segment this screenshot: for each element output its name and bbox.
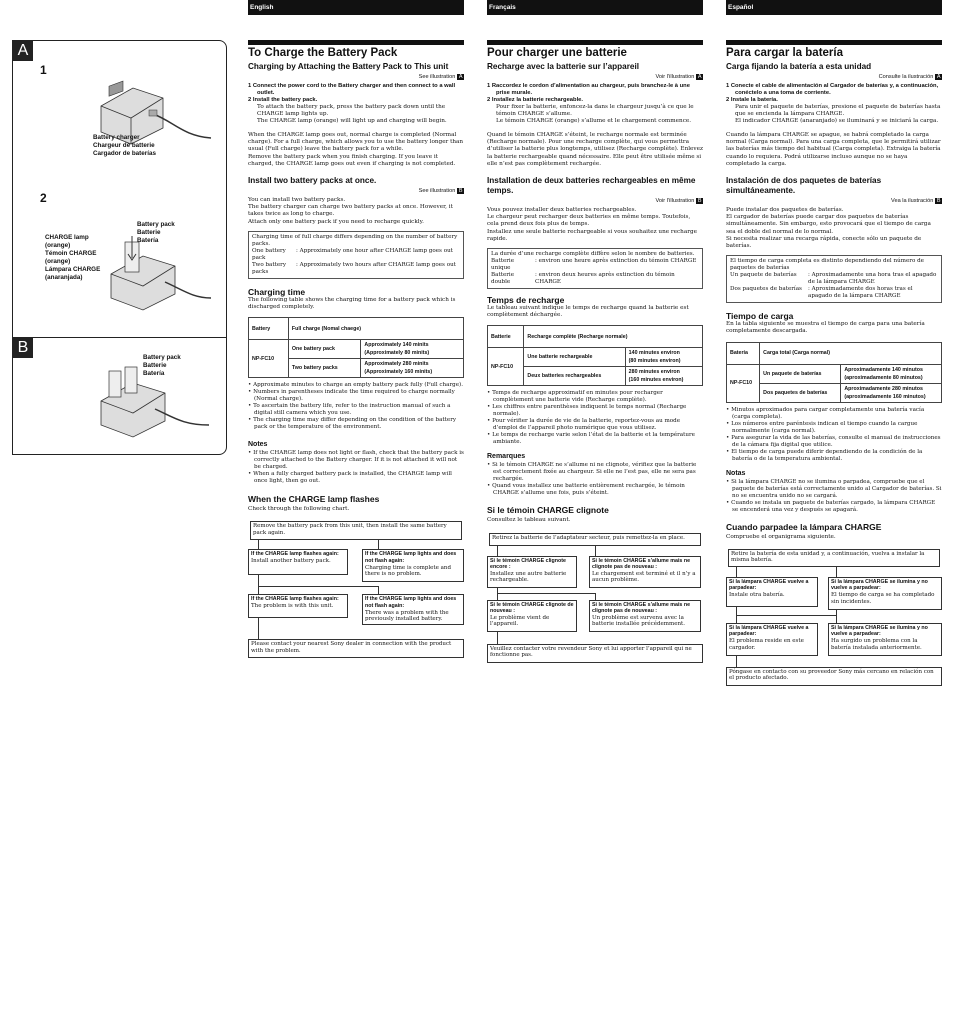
troubleshooting-flowchart bbox=[726, 549, 942, 687]
flowchart-box: Si la lámpara CHARGE vuelve a parpadear: El problema reside en este cargador. bbox=[726, 623, 818, 656]
subheading-charging-time: Charging time bbox=[248, 286, 306, 297]
flowchart-box: Si la lámpara CHARGE se ilumina y no vuelve a parpadear: Ha surgido un problema con la batería instalada anteriormente. bbox=[828, 623, 942, 656]
paragraph: Si necesita realizar una recarga rápida, conecte sólo un paquete de baterías. bbox=[726, 235, 922, 250]
flowchart-box: If the CHARGE lamp lights and does not flash again: Charging time is complete and there is no problem. bbox=[362, 549, 464, 582]
see-illustration-a: Consulte la ilustración A bbox=[878, 74, 941, 80]
paragraph: Le chargeur peut recharger deux batteries en même temps. Toutefois, cela prend deux fois plus de temps. bbox=[487, 214, 691, 228]
paragraph: The following table shows the charging time for a battery pack which is discharged completely. bbox=[248, 296, 456, 311]
step-2-text: To attach the battery pack, press the battery pack down until the CHARGE lamp lights up. bbox=[257, 104, 446, 117]
flowchart-end: Póngase en contacto con su proveedor Sony más cercano en relación con el producto afectado. bbox=[726, 667, 942, 686]
note-box: La durée d’une recharge complète diffère selon le nombre de batteries. Batterie unique : environ une heure après extinction du témoin CHARGE Batterie double : environ deux heures après extinction du témoin CHARGE bbox=[487, 248, 703, 289]
step-1: 1 Connect the power cord to the Battery charger and then connect to a wall outlet. bbox=[248, 83, 456, 96]
see-illustration-a: Voir l’illustration A bbox=[655, 74, 702, 80]
see-illustration-b: Voir l’illustration B bbox=[655, 198, 702, 205]
notes-list: • If the CHARGE lamp does not light or flash, check that the battery pack is correctly attached to the Battery charger. If it is not attached it will not be charged. • When a fully charged battery pack is installed, the CHARGE lamp will once light, then go out. bbox=[248, 450, 464, 485]
subheading-two-packs: Installation de deux batteries rechargeables en même temps. bbox=[487, 176, 696, 196]
flowchart-box: If the CHARGE lamp lights and does not flash again: There was a problem with the previously installed battery. bbox=[362, 594, 464, 625]
paragraph: En la tabla siguiente se muestra el tiempo de carga para una batería completamente descargada. bbox=[726, 321, 925, 335]
step-1: 1 Conecte el cable de alimentación al Cargador de baterías y, a continuación, conéctelo a una toma de corriente. bbox=[726, 83, 939, 96]
paragraph: The battery charger can charge two battery packs at once. However, it takes twice as long to charge. bbox=[248, 204, 453, 218]
page-title: Para cargar la batería bbox=[726, 47, 843, 59]
paragraph: Compruebe el organigrama siguiente. bbox=[726, 533, 836, 540]
language-bar: Français bbox=[487, 0, 703, 15]
notes-list: • Si le témoin CHARGE ne s’allume ni ne clignote, vérifiez que la batterie est correctement fixée au chargeur. Si elle ne l’est pas, elle ne sera pas rechargée. • Quand vous installez une batterie entièrement rechargée, le témoin CHARGE s’allume une fois, puis s’éteint. bbox=[487, 462, 703, 497]
charging-time-table: Batterie Recharge complète (Recharge normale) NP-FC10 Une batterie rechargeable 140 minutes environ (80 minutes environ) Deux batteries rechargeables 280 minutes environ (160 minutes environ) bbox=[487, 325, 703, 386]
flowchart-start: Remove the battery pack from this unit, then install the same battery pack again. bbox=[250, 521, 462, 540]
paragraph: Installez une seule batterie rechargeable si vous souhaitez une recharge rapide. bbox=[487, 228, 697, 242]
flowchart-box: If the CHARGE lamp flashes again: Install another battery pack. bbox=[248, 549, 348, 575]
step-2-text: Para unir el paquete de baterías, presione el paquete de baterías hasta que se encienda la lámpara CHARGE. bbox=[735, 104, 941, 117]
flowchart-box: Si le témoin CHARGE clignote encore : Installez une autre batterie rechargeable. bbox=[487, 556, 577, 588]
step-1: 1 Raccordez le cordon d’alimentation au chargeur, puis branchez-le à une prise murale. bbox=[487, 83, 690, 96]
flowchart-start: Retirez la batterie de l’adaptateur secteur, puis remettez-la en place. bbox=[489, 533, 701, 546]
subheading-lamp-flashes: Cuando parpadee la lámpara CHARGE bbox=[726, 521, 882, 532]
troubleshooting-flowchart bbox=[487, 533, 703, 671]
subheading-attach: Recharge avec la batterie sur l’appareil bbox=[487, 62, 639, 71]
flowchart-box: Si le témoin CHARGE s’allume mais ne clignote pas de nouveau : Le chargement est terminé et il n’y a aucun problème. bbox=[589, 556, 701, 588]
subheading-two-packs: Instalación de dos paquetes de baterías simultáneamente. bbox=[726, 176, 882, 196]
figure-step-1: 1 bbox=[40, 63, 47, 77]
step-2: 2 Instale la batería. bbox=[726, 97, 778, 103]
paragraph: Puede instalar dos paquetes de baterías. bbox=[726, 207, 844, 214]
battery-pack-label: Battery pack Batterie Batería bbox=[137, 221, 175, 244]
paragraph: Le tableau suivant indique le temps de recharge quand la batterie est complètement déchargée. bbox=[487, 305, 689, 319]
flowchart-end: Please contact your nearest Sony dealer in connection with the product with the problem. bbox=[248, 639, 464, 658]
flowchart-box: Si le témoin CHARGE s’allume mais ne clignote pas de nouveau : Un problème est survenu avec la batterie installée précédemment. bbox=[589, 600, 701, 632]
flowchart-box: Si le témoin CHARGE clignote de nouveau : Le problème vient de l’appareil. bbox=[487, 600, 577, 632]
column-spanish bbox=[726, 0, 942, 687]
notes-title: Remarques bbox=[487, 453, 526, 461]
step-2-text: Pour fixer la batterie, enfoncez-la dans le chargeur jusqu’à ce que le témoin CHARGE s’allume. bbox=[496, 104, 694, 117]
see-illustration-a: See illustration A bbox=[418, 74, 463, 80]
subheading-attach: Charging by Attaching the Battery Pack to This unit bbox=[248, 62, 449, 71]
flowchart-box: If the CHARGE lamp flashes again: The problem is with this unit. bbox=[248, 594, 348, 618]
subheading-charging-time: Temps de recharge bbox=[487, 295, 565, 306]
charger-illustration-2 bbox=[103, 236, 213, 311]
paragraph: Vous pouvez installer deux batteries rechargeables. bbox=[487, 207, 637, 214]
column-english bbox=[248, 0, 464, 659]
step-2-text2: Le témoin CHARGE (orange) s’allume et le chargement commence. bbox=[496, 118, 692, 124]
flowchart-box: Si la lámpara CHARGE vuelve a parpadear: Instale otra batería. bbox=[726, 577, 818, 607]
troubleshooting-flowchart bbox=[248, 521, 464, 659]
see-illustration-b: Vea la ilustración B bbox=[891, 198, 941, 205]
bullet-list: • Minutos aproximados para cargar completamente una batería vacía (carga completa). • Los números entre paréntesis indican el tiempo cuando la cargue normalmente (carga normal). • Para asegurar la vida de las baterías, consulte el manual de instrucciones de la cámara fija digital que utilice. • El tiempo de carga puede diferir dependiendo de la condición de la batería o de la temperatura ambiental. bbox=[726, 407, 942, 463]
language-bar: English bbox=[248, 0, 464, 15]
step-2-text2: El indicador CHARGE (anaranjado) se iluminará y se iniciará la carga. bbox=[735, 118, 939, 124]
paragraph: When the CHARGE lamp goes out, normal charge is completed (Normal charge). For a full charge, which allows you to use the battery longer than usual (Full charge) leave the battery pack for a while. bbox=[248, 132, 464, 153]
paragraph: Attach only one battery pack if you need to recharge quickly. bbox=[248, 218, 424, 225]
subheading-two-packs: Install two battery packs at once. bbox=[248, 176, 377, 186]
see-illustration-b: See illustration B bbox=[418, 188, 463, 195]
charging-time-table: Battery Full charge (Nomal chaege) NP-FC10 One battery pack Approximately 140 minits (Approximately 80 minits) Two battery packs Approximately 280 minits (Approximately 160 minits) bbox=[248, 317, 464, 378]
step-2-text2: The CHARGE lamp (orange) will light up and charging will begin. bbox=[257, 118, 447, 124]
language-bar: Español bbox=[726, 0, 942, 15]
paragraph: Cuando la lámpara CHARGE se apague, se habrá completado la carga normal (Carga normal). Para una carga completa, que le permitirá utilizar las baterías más tiempo del habitual (Carga completa). Extraiga la batería cuando lo requiera. Podrá utilizarse incluso aunque no se haya completado la carga. bbox=[726, 132, 941, 167]
charger-label: Battery charger Chargeur de batterie Cargador de baterías bbox=[93, 134, 156, 157]
step-2: 2 Installez la batterie rechargeable. bbox=[487, 97, 584, 103]
page-title: Pour charger une batterie bbox=[487, 47, 627, 59]
illustration-panel bbox=[12, 40, 227, 455]
notes-title: Notas bbox=[726, 469, 746, 477]
paragraph: Quand le témoin CHARGE s’éteint, le recharge normale est terminée (Recharge normale). Pour une recharge complète, qui vous permettra d’utiliser la batterie plus longtemps, utilisez (Recharge complète). Enlevez la batterie rechargeable quand nécessaire. Elle peut être utilisée même si elle n’est pas complètement rechargée. bbox=[487, 132, 704, 167]
figure-step-2: 2 bbox=[40, 191, 47, 205]
page-title: To Charge the Battery Pack bbox=[248, 47, 398, 59]
subheading-attach: Carga fijando la batería a esta unidad bbox=[726, 62, 872, 71]
title-rule bbox=[487, 40, 703, 45]
step-2: 2 Install the battery pack. bbox=[248, 97, 318, 103]
charge-lamp-label: CHARGE lamp (orange) Témoin CHARGE (orange) Lámpara CHARGE (anaranjada) bbox=[45, 234, 101, 281]
title-rule bbox=[726, 40, 942, 45]
flowchart-start: Retire la batería de esta unidad y, a continuación, vuelva a instalar la misma batería. bbox=[728, 549, 940, 567]
note-box: El tiempo de carga completa es distinto dependiendo del número de paquetes de baterías Un paquete de baterías : Aproximadamente una hora tras el apagado de la lámpara CHARGE Dos paquetes de baterías : Aproximadamente dos horas tras el apagado de la lámpara CHARGE bbox=[726, 255, 942, 303]
note-box: Charging time of full charge differs depending on the number of battery packs. One battery pack : Approximately one hour after CHARGE lamp goes out Two battery packs : Approximately two hours after CHARGE lamp goes out bbox=[248, 231, 464, 279]
notes-title: Notes bbox=[248, 441, 268, 449]
column-french bbox=[487, 0, 703, 671]
section-b-marker: B bbox=[13, 338, 33, 358]
subheading-lamp-flashes: Si le témoin CHARGE clignote bbox=[487, 505, 609, 516]
paragraph: Consultez le tableau suivant. bbox=[487, 517, 571, 524]
title-rule bbox=[248, 40, 464, 45]
notes-list: • Si la lámpara CHARGE no se ilumina o parpadea, compruebe que el paquete de baterías está correctamente unido al Cargador de baterías. Si no se encuentra unido no se cargará. • Cuando se instala un paquete de baterías cargado, la lámpara CHARGE se encenderá una vez y después se apagará. bbox=[726, 479, 942, 514]
paragraph: Check through the following chart. bbox=[248, 506, 350, 513]
subheading-charging-time: Tiempo de carga bbox=[726, 311, 794, 322]
paragraph: Remove the battery pack when you finish charging. If you leave it charged, the CHARGE lamp goes out even if charging is not completed. bbox=[248, 153, 456, 167]
charging-time-table: Batería Carga total (Carga normal) NP-FC10 Un paquete de baterías Aproximadamente 140 minutos (aproximadamente 80 minutos) Dos paquetes de baterías Aproximadamente 280 minutos (aproximadamente 160 minutos) bbox=[726, 342, 942, 403]
bullet-list: • Temps de recharge approximatif en minutes pour recharger complètement une batterie vide (Recharge complète). • Les chiffres entre parenthèses indiquent le temps normal (Recharge normale). • Pour vérifier la durée de vie de la batterie, reportez-vous au mode d’emploi de l’appareil photo numérique que vous utilisez. • Le temps de recharge varie selon l’état de la batterie et la température ambiante. bbox=[487, 390, 703, 446]
flowchart-end: Veuillez contacter votre revendeur Sony et lui apporter l’appareil qui ne fonctionne pas. bbox=[487, 644, 703, 663]
subheading-lamp-flashes: When the CHARGE lamp flashes bbox=[248, 494, 380, 505]
paragraph: El cargador de baterías puede cargar dos paquetes de baterías simultáneamente. Sin embargo, esto provocará que el tiempo de carga sea el doble del normal de lo normal. bbox=[726, 214, 931, 235]
battery-pack-label-b: Battery pack Batterie Batería bbox=[143, 354, 181, 377]
section-a-marker: A bbox=[13, 41, 33, 61]
flowchart-box: Si la lámpara CHARGE se ilumina y no vuelve a parpadear: El tiempo de carga se ha completado sin incidentes. bbox=[828, 577, 942, 610]
section-divider bbox=[13, 337, 226, 338]
bullet-list: • Approximate minutes to charge an empty battery pack fully (Full charge). • Numbers in parentheses indicate the time required to charge normally (Normal charge). • To ascertain the battery life, refer to the instruction manual of such a digital still camera which you use. • The charging time may differ depending on the condition of the battery pack or the temperature of the environment. bbox=[248, 382, 464, 431]
paragraph: You can install two battery packs. bbox=[248, 197, 346, 204]
